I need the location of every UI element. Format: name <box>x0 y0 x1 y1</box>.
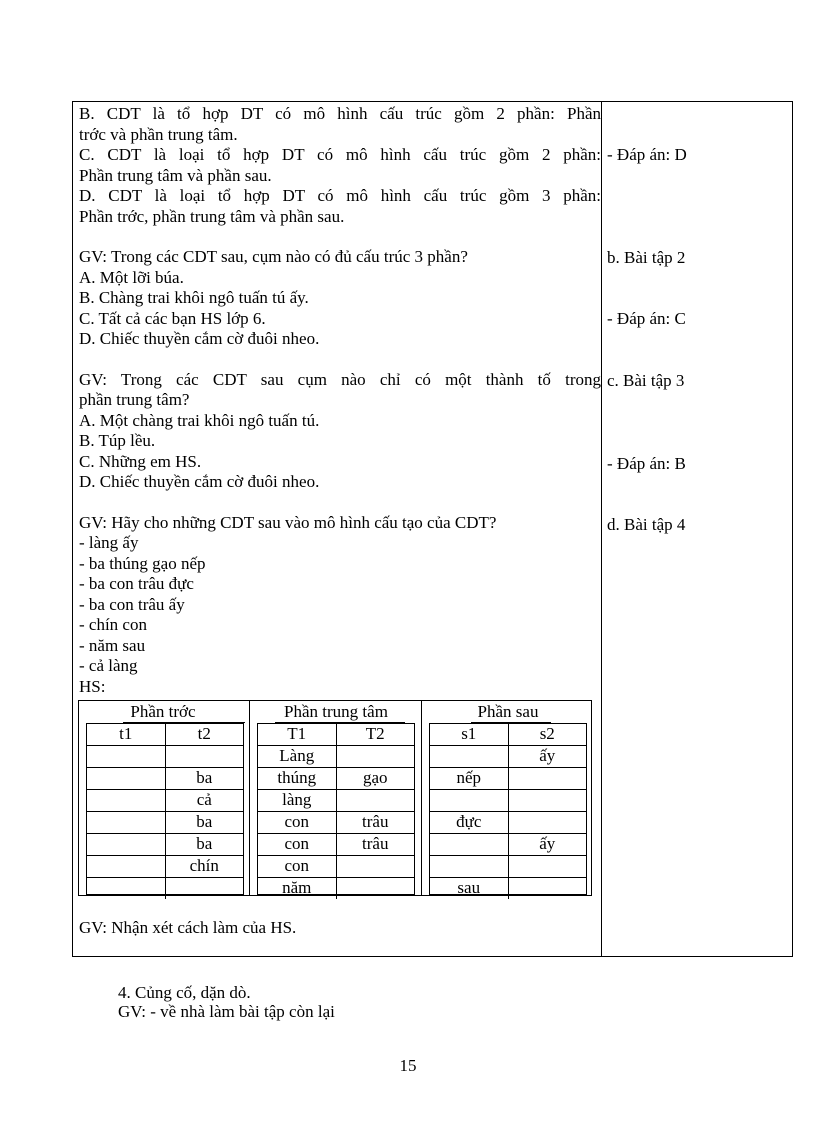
option-d-line2: Phần trớc, phần trung tâm và phần sau. <box>79 206 345 226</box>
cell: năm <box>258 878 336 900</box>
question-4-item: - ba con trâu ấy <box>79 594 185 614</box>
cell <box>87 812 165 834</box>
question-2-option-a: A. Một lỡi búa. <box>79 267 184 287</box>
cell: nếp <box>430 768 508 790</box>
question-3-option-a: A. Một chàng trai khôi ngô tuấn tú. <box>79 410 320 430</box>
cell <box>165 746 243 768</box>
question-4-item: - cả làng <box>79 656 138 675</box>
header-phan-sau: Phần sau <box>477 702 539 721</box>
hs-label: HS: <box>79 676 106 696</box>
question-4-item: - ba thúng gạo nếp <box>79 553 206 573</box>
question-2-option-c: C. Tất cả các bạn HS lớp 6. <box>79 308 266 328</box>
exercise-3-heading: c. Bài tập 3 <box>607 371 685 390</box>
group-phan-trung-tam <box>257 723 415 895</box>
question-2-option-b: B. Chàng trai khôi ngô tuấn tú ấy. <box>79 288 309 307</box>
question-4: GV: Hãy cho những CDT sau vào mô hình cấu tạo của CDT? <box>79 512 497 532</box>
header-phan-truoc: Phần trớc <box>130 702 196 721</box>
cell <box>508 790 586 812</box>
cell <box>87 790 165 812</box>
cell <box>87 768 165 790</box>
cell: gạo <box>336 768 414 790</box>
sub-header-t1: t1 <box>87 724 165 746</box>
header-phan-trung-tam: Phần trung tâm <box>284 702 388 721</box>
consolidation-heading: 4. Củng cố, dặn dò. <box>118 983 251 1002</box>
cell: trâu <box>336 812 414 834</box>
group-phan-truoc <box>86 723 244 895</box>
cell <box>430 746 508 768</box>
option-b-line1: B. CDT là tổ hợp DT có mô hình cấu trúc gồm 2 phần: Phần <box>79 104 601 123</box>
cell: Làng <box>258 746 336 768</box>
cell <box>508 878 586 900</box>
activity-column <box>79 104 601 697</box>
question-3-line2: phần trung tâm? <box>79 390 190 409</box>
exercise-2-heading: b. Bài tập 2 <box>607 248 686 267</box>
cell <box>87 834 165 856</box>
cell <box>430 790 508 812</box>
answer-2: - Đáp án: C <box>607 309 686 328</box>
question-2: GV: Trong các CDT sau, cụm nào có đủ cấu trúc 3 phần? <box>79 247 468 266</box>
question-3-option-c: C. Những em HS. <box>79 451 202 471</box>
question-3-line1: GV: Trong các CDT sau cụm nào chỉ có một thành tố trong <box>79 369 601 389</box>
cell: làng <box>258 790 336 812</box>
cell: ba <box>165 812 243 834</box>
question-3-option-d: D. Chiếc thuyền cắm cờ đuôi nheo. <box>79 472 320 491</box>
cell <box>336 790 414 812</box>
cell <box>336 878 414 900</box>
page-number: 15 <box>399 1056 417 1075</box>
cell: con <box>258 834 336 856</box>
sub-header-s2: s2 <box>508 724 586 746</box>
cell <box>508 812 586 834</box>
noun-phrase-model-table <box>78 700 592 896</box>
group-phan-sau <box>429 723 587 895</box>
cell <box>336 746 414 768</box>
column-divider <box>601 101 602 957</box>
question-2-option-d: D. Chiếc thuyền cắm cờ đuôi nheo. <box>79 329 320 348</box>
cell: con <box>258 856 336 878</box>
teacher-comment: GV: Nhận xét cách làm của HS. <box>79 918 297 937</box>
answer-3: - Đáp án: B <box>607 454 686 473</box>
cell: trâu <box>336 834 414 856</box>
question-4-item: - năm sau <box>79 635 146 655</box>
question-4-item: - làng ấy <box>79 533 139 552</box>
option-c-line1: C. CDT là loại tổ hợp DT có mô hình cấu trúc gồm 2 phần: <box>79 145 601 164</box>
sub-header-t2: t2 <box>165 724 243 746</box>
cell <box>165 878 243 900</box>
question-3-option-b: B. Túp lều. <box>79 431 156 450</box>
cell <box>336 856 414 878</box>
cell: sau <box>430 878 508 900</box>
cell <box>87 878 165 900</box>
cell: ấy <box>508 746 586 768</box>
question-4-item: - ba con trâu đực <box>79 574 194 593</box>
cell <box>430 856 508 878</box>
cell: ba <box>165 768 243 790</box>
cell: thúng <box>258 768 336 790</box>
option-d-line1: D. CDT là loại tổ hợp DT có mô hình cấu trúc gồm 3 phần: <box>79 186 601 205</box>
question-4-item: - chín con <box>79 615 147 634</box>
homework-line: GV: - về nhà làm bài tập còn lại <box>118 1002 335 1021</box>
cell: con <box>258 812 336 834</box>
cell: đực <box>430 812 508 834</box>
sub-header-T1: T1 <box>258 724 336 746</box>
cell: chín <box>165 856 243 878</box>
option-c-line2: Phần trung tâm và phần sau. <box>79 165 272 185</box>
cell <box>87 856 165 878</box>
cell <box>87 746 165 768</box>
sub-header-T2: T2 <box>336 724 414 746</box>
cell <box>430 834 508 856</box>
answer-1: - Đáp án: D <box>607 145 687 164</box>
option-b-line2: trớc và phần trung tâm. <box>79 124 238 144</box>
cell <box>508 768 586 790</box>
exercise-4-heading: d. Bài tập 4 <box>607 515 686 534</box>
cell: ba <box>165 834 243 856</box>
cell <box>508 856 586 878</box>
sub-header-s1: s1 <box>430 724 508 746</box>
cell: cả <box>165 790 243 812</box>
cell: ấy <box>508 834 586 856</box>
